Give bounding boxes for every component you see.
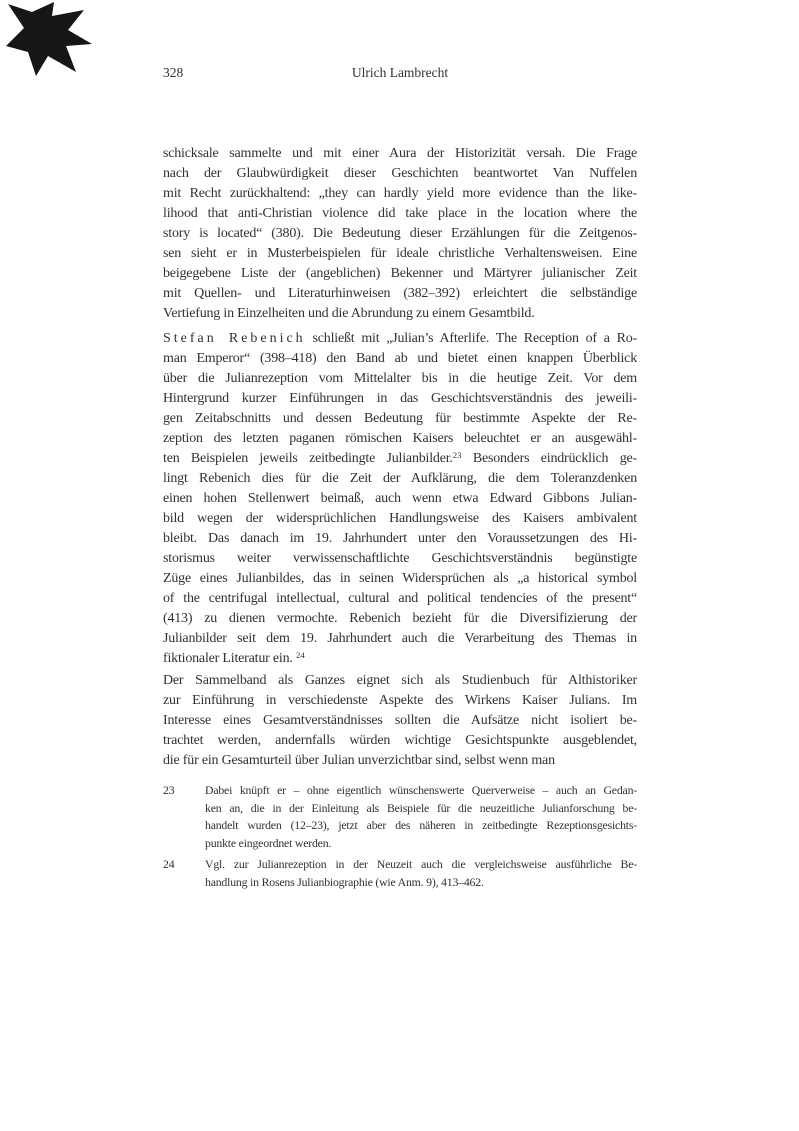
- text-line: zur Einführung in verschiedenste Aspekte des Wirkens Kaiser Julians. Im: [163, 693, 637, 708]
- text-line: ten Beispielen jeweils zeitbedingte Julianbilder.$^{23}$ Besonders eindrücklich ge-: [163, 450, 638, 466]
- text-line: ken an, die in der Einleitung als Beispiele für die neuzeitliche Julianforschung be-: [205, 800, 637, 815]
- text-line: trachtet werden, andernfalls würden wichtige Gesichtspunkte ausgeblendet,: [163, 733, 637, 748]
- footnote-ref: 24: [296, 650, 305, 661]
- scan-ink-blot-artifact: [2, 0, 102, 90]
- text-line: Hintergrund kurzer Einführungen in das Geschichtsverständnis des jeweili-: [163, 391, 637, 406]
- text-line: handlung in Rosens Julianbiographie (wie Anm. 9), 413–462.: [205, 874, 484, 889]
- ink-blot-shape: [6, 2, 92, 76]
- text-line: fiktionaler Literatur ein. $^{24}$: [163, 650, 305, 666]
- text-line: storismus weiter verwissenschaftlichte Geschichtsverständnis begünstigte: [163, 551, 637, 566]
- running-head-author: Ulrich Lambrecht: [351, 65, 449, 80]
- text-line: gen Zeitabschnitts und dessen Bedeutung für bestimmte Aspekte der Re-: [163, 411, 637, 426]
- footnote-24-text: [205, 856, 637, 891]
- text-line: punkte eingeordnet werden.: [205, 835, 332, 850]
- text-line: of the centrifugal intellectual, cultural and political tendencies of the present“: [163, 591, 637, 606]
- footnote-24: [163, 856, 637, 891]
- text-line: Züge eines Julianbildes, das in seinen Widersprüchen als „a historical symbol: [163, 571, 637, 586]
- text-line: man Emperor“ (398–418) den Band ab und bietet einen knappen Überblick: [163, 351, 637, 366]
- text-line: nach der Glaubwürdigkeit dieser Geschichten beantwortet Van Nuffelen: [163, 166, 637, 181]
- text-line: über die Julianrezeption vom Mittelalter bis in die heutige Zeit. Vor dem: [163, 371, 637, 386]
- text-line: sen sieht er in Musterbeispielen für ideale christliche Verhaltensweisen. Eine: [163, 246, 637, 261]
- running-header: [163, 65, 637, 81]
- text-line: (413) zu dienen vermochte. Rebenich bezieht für die Diversifizierung der: [163, 611, 637, 626]
- letterspaced-author-name: Stefan Rebenich: [163, 331, 306, 346]
- text-line: lihood that anti-Christian violence did take place in the location where the: [163, 206, 637, 221]
- paragraph-1: [163, 144, 637, 324]
- paragraph-3: [163, 671, 637, 771]
- text-line: handelt wurden (12–23), jetzt aber des näheren in zeitbedingte Rezeptionsgesichts-: [205, 818, 637, 832]
- footnote-24-number: 24: [163, 857, 175, 871]
- text-line: mit Quellen- und Literaturhinweisen (382–392) erleichtert die selbständige: [163, 286, 637, 301]
- text-line: einen hohen Stellenwert beimaß, auch wenn etwa Edward Gibbons Julian-: [163, 491, 637, 506]
- text-line: schicksale sammelte und mit einer Aura der Historizität versah. Die Frage: [163, 146, 637, 161]
- text-line: Dabei knüpft er – ohne eigentlich wünschenswerte Querverweise – auch an Gedan-: [205, 783, 637, 797]
- text-line: bleibt. Das danach im 19. Jahrhundert unter den Voraussetzungen des Hi-: [163, 531, 637, 546]
- text-line: beigegebene Liste der (angeblichen) Bekenner und Märtyrer julianischer Zeit: [163, 266, 637, 281]
- text-line: mit Recht zurückhaltend: „they can hardly yield more evidence than the like-: [163, 186, 637, 201]
- text-line: zeption des letzten paganen römischen Kaisers beleuchtet er an ausgewähl-: [163, 431, 637, 446]
- text-line: Interesse eines Gesamtverständnisses sollten die Aufsätze nicht isoliert be-: [163, 713, 637, 728]
- text-line: Der Sammelband als Ganzes eignet sich als Studienbuch für Althistoriker: [163, 673, 637, 688]
- footnote-ref: 23: [452, 450, 462, 461]
- text-line: Vgl. zur Julianrezeption in der Neuzeit auch die vergleichsweise ausführliche Be-: [205, 857, 637, 871]
- paragraph-2: [163, 329, 637, 669]
- text-line: Stefan Rebenich schließt mit „Julian’s Afterlife. The Reception of a Ro-: [163, 331, 637, 346]
- text-line: story is located“ (380). Die Bedeutung dieser Erzählungen für die Zeitgenos-: [163, 226, 637, 241]
- text-line: lingt Rebenich dies für die Zeit der Aufklärung, die dem Toleranzdenken: [163, 471, 637, 486]
- footnote-23-text: [205, 782, 637, 852]
- footnote-23: [163, 782, 637, 852]
- page-number: 328: [163, 65, 184, 80]
- footnote-23-number: 23: [163, 783, 175, 797]
- text-line: Vertiefung in Einzelheiten und die Abrundung zu einem Gesamtbild.: [163, 306, 535, 321]
- text-line: bild wegen der widersprüchlichen Handlungsweise des Kaisers ambivalent: [163, 511, 637, 526]
- text-line: Julianbilder seit dem 19. Jahrhundert auch die Verarbeitung des Themas in: [163, 631, 637, 646]
- text-line: die für ein Gesamturteil über Julian unverzichtbar sind, selbst wenn man: [163, 753, 555, 768]
